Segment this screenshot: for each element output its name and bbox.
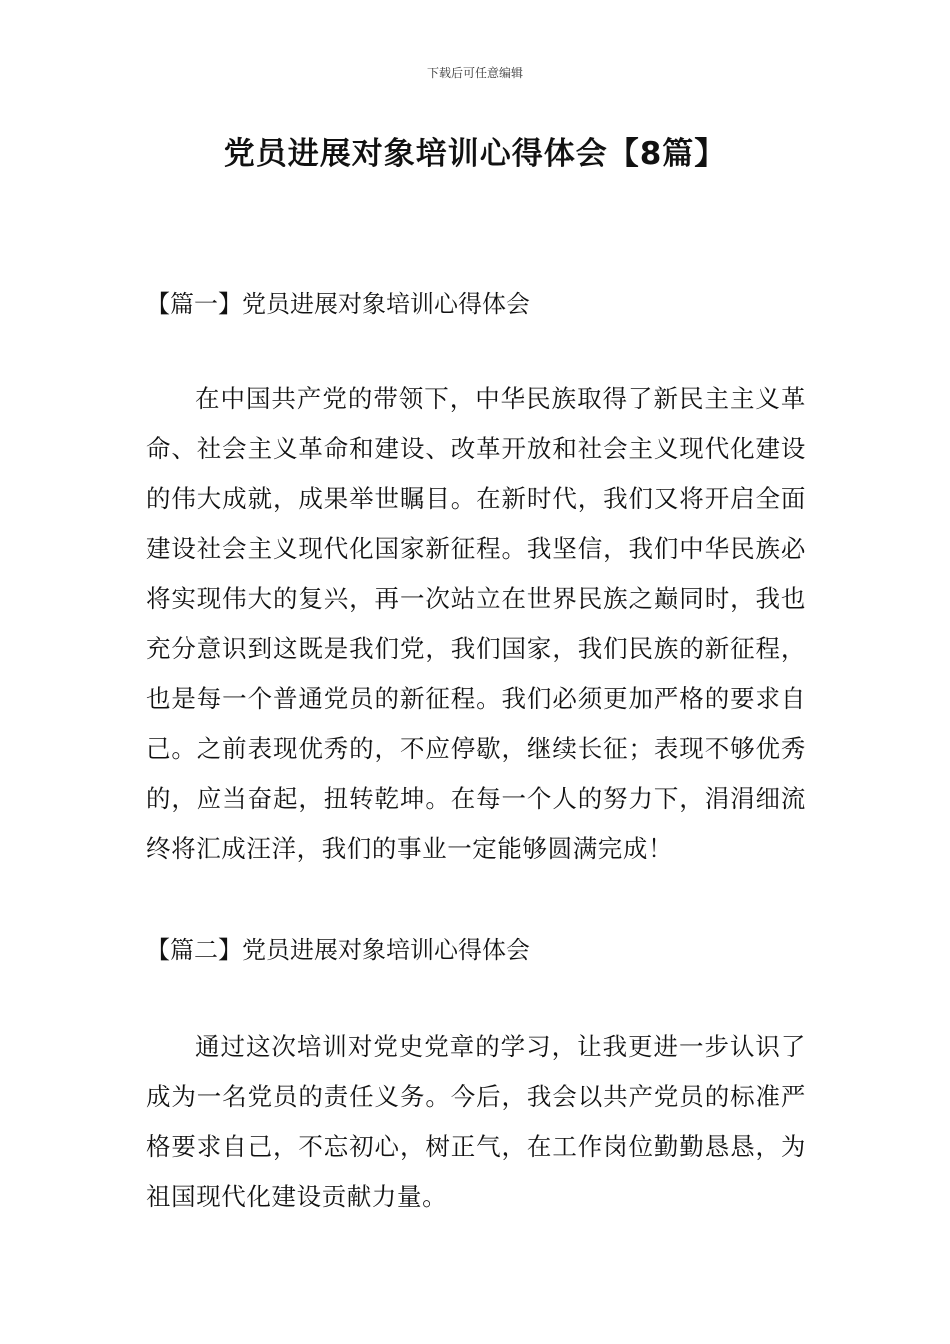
section-heading-1: 【篇一】党员进展对象培训心得体会 (146, 290, 530, 318)
section-paragraph-2: 通过这次培训对党史党章的学习，让我更进一步认识了成为一名党员的责任义务。今后，我会以共产党员的标准严格要求自己，不忘初心，树正气，在工作岗位勤勤恳恳，为祖国现代化建设贡献力量。 (146, 1032, 806, 1211)
section-paragraph-1: 在中国共产党的带领下，中华民族取得了新民主主义革命、社会主义革命和建设、改革开放和社会主义现代化建设的伟大成就，成果举世瞩目。在新时代，我们又将开启全面建设社会主义现代化国家新征程。我坚信，我们中华民族必将实现伟大的复兴，再一次站立在世界民族之巅同时，我也充分意识到这既是我们党，我们国家，我们民族的新征程，也是每一个普通党员的新征程。我们必须更加严格的要求自己。之前表现优秀的，不应停歇，继续长征；表现不够优秀的，应当奋起，扭转乾坤。在每一个人的努力下，涓涓细流终将汇成汪洋，我们的事业一定能够圆满完成！ (146, 384, 806, 863)
section-heading-2: 【篇二】党员进展对象培训心得体会 (146, 936, 530, 964)
document-title: 党员进展对象培训心得体会【8篇】 (223, 136, 727, 172)
header-note: 下载后可任意编辑 (426, 66, 523, 80)
